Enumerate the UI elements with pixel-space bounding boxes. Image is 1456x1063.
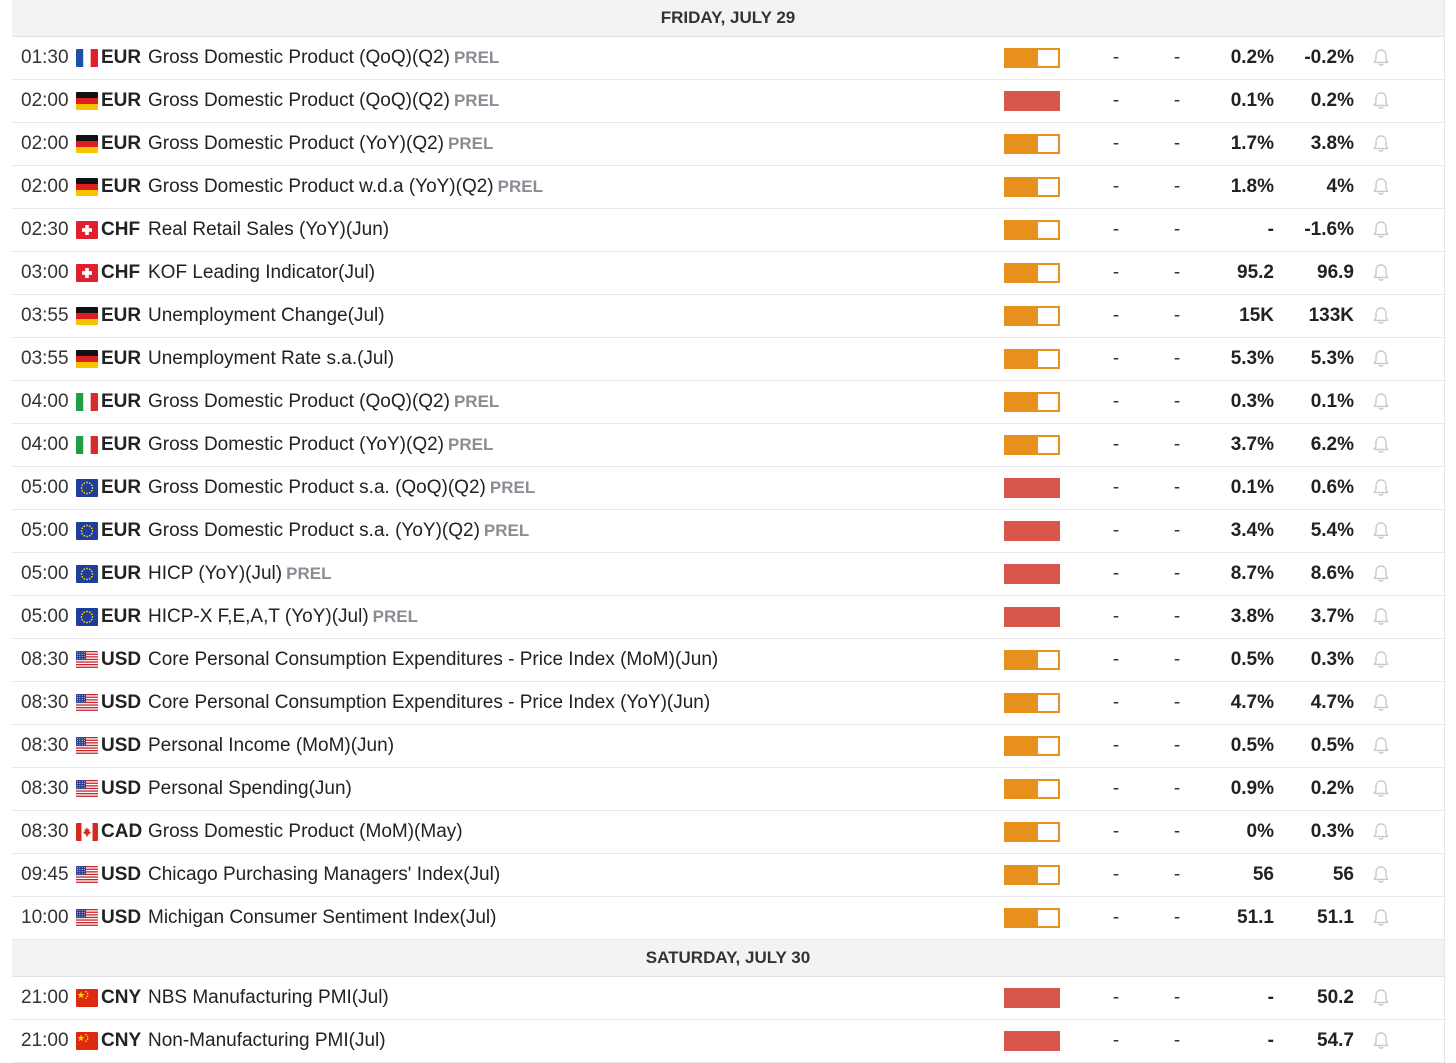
previous-value: 3.8% [1230, 606, 1274, 627]
event-title: Michigan Consumer Sentiment Index(Jul) [148, 907, 497, 928]
forecast-value: - [1173, 692, 1181, 713]
event-time: 01:30 [21, 47, 69, 68]
currency-code: CNY [101, 987, 142, 1008]
bell-icon[interactable] [1370, 778, 1392, 800]
prior-value: 5.4% [1310, 520, 1354, 541]
bell-icon[interactable] [1370, 1030, 1392, 1052]
day-header: SATURDAY, JULY 30 [12, 940, 1444, 977]
event-title: Gross Domestic Product (QoQ)(Q2) [148, 47, 450, 68]
prior-value: 56 [1332, 864, 1354, 885]
event-time: 05:00 [21, 520, 69, 541]
currency-code: EUR [101, 563, 142, 584]
medium-impact-indicator [1004, 736, 1060, 756]
medium-impact-indicator [1004, 263, 1060, 283]
previous-value: - [1267, 219, 1274, 240]
event-row[interactable] [12, 510, 1444, 553]
prior-value: 6.2% [1310, 434, 1354, 455]
event-name[interactable] [148, 467, 535, 509]
bell-icon[interactable] [1370, 735, 1392, 757]
actual-value: - [1112, 778, 1120, 799]
bell-icon[interactable] [1370, 434, 1392, 456]
event-title: Gross Domestic Product (MoM)(May) [148, 821, 463, 842]
previous-value: 5.3% [1230, 348, 1274, 369]
bell-icon[interactable] [1370, 907, 1392, 929]
currency-code: USD [101, 692, 142, 713]
forecast-value: - [1173, 987, 1181, 1008]
event-time: 03:00 [21, 262, 69, 283]
bell-icon[interactable] [1370, 262, 1392, 284]
bell-icon[interactable] [1370, 520, 1392, 542]
event-row[interactable] [12, 897, 1444, 940]
prior-value: 4.7% [1310, 692, 1354, 713]
medium-impact-indicator [1004, 693, 1060, 713]
actual-value: - [1112, 649, 1120, 670]
prior-value: 3.7% [1310, 606, 1354, 627]
currency-code: CNY [101, 1030, 142, 1051]
event-row[interactable] [12, 295, 1444, 338]
event-title: Unemployment Change(Jul) [148, 305, 385, 326]
event-time: 02:00 [21, 176, 69, 197]
event-title: NBS Manufacturing PMI(Jul) [148, 987, 389, 1008]
event-row[interactable] [12, 639, 1444, 682]
forecast-value: - [1173, 907, 1181, 928]
medium-impact-indicator [1004, 392, 1060, 412]
previous-value: 0.1% [1230, 477, 1274, 498]
prior-value: -0.2% [1304, 47, 1354, 68]
currency-code: CHF [101, 262, 141, 283]
high-impact-indicator [1004, 1031, 1060, 1051]
bell-icon[interactable] [1370, 305, 1392, 327]
event-name[interactable] [148, 596, 418, 638]
previous-value: 95.2 [1237, 262, 1274, 283]
currency-code: EUR [101, 90, 142, 111]
forecast-value: - [1173, 434, 1181, 455]
bell-icon[interactable] [1370, 47, 1392, 69]
previous-value: 4.7% [1230, 692, 1274, 713]
actual-value: - [1112, 563, 1120, 584]
event-time: 05:00 [21, 563, 69, 584]
actual-value: - [1112, 864, 1120, 885]
actual-value: - [1112, 47, 1120, 68]
event-name[interactable] [148, 37, 499, 79]
prior-value: 8.6% [1310, 563, 1354, 584]
event-title: Unemployment Rate s.a.(Jul) [148, 348, 395, 369]
event-time: 08:30 [21, 649, 69, 670]
bell-icon[interactable] [1370, 133, 1392, 155]
medium-impact-indicator [1004, 822, 1060, 842]
currency-code: EUR [101, 477, 142, 498]
event-time: 05:00 [21, 606, 69, 627]
prel-tag: PREL [453, 91, 500, 110]
event-time: 03:55 [21, 348, 69, 369]
currency-code: USD [101, 649, 142, 670]
event-time: 09:45 [21, 864, 69, 885]
event-time: 08:30 [21, 692, 69, 713]
forecast-value: - [1173, 90, 1181, 111]
bell-icon[interactable] [1370, 649, 1392, 671]
medium-impact-indicator [1004, 48, 1060, 68]
event-name[interactable] [148, 252, 375, 294]
forecast-value: - [1173, 864, 1181, 885]
previous-value: 0.1% [1230, 90, 1274, 111]
currency-code: EUR [101, 348, 142, 369]
event-name[interactable] [148, 768, 352, 810]
us-flag-icon [76, 694, 98, 712]
prel-tag: PREL [453, 392, 500, 411]
event-name[interactable] [148, 1020, 386, 1062]
previous-value: 0.9% [1230, 778, 1274, 799]
previous-value: 0.5% [1230, 735, 1274, 756]
medium-impact-indicator [1004, 650, 1060, 670]
previous-value: 1.7% [1230, 133, 1274, 154]
bell-icon[interactable] [1370, 348, 1392, 370]
forecast-value: - [1173, 477, 1181, 498]
actual-value: - [1112, 907, 1120, 928]
actual-value: - [1112, 477, 1120, 498]
currency-code: EUR [101, 434, 142, 455]
prel-tag: PREL [453, 48, 500, 67]
event-time: 02:00 [21, 133, 69, 154]
high-impact-indicator [1004, 91, 1060, 111]
prior-value: 4% [1326, 176, 1354, 197]
event-name[interactable] [148, 381, 499, 423]
forecast-value: - [1173, 348, 1181, 369]
event-row[interactable] [12, 166, 1444, 209]
bell-icon[interactable] [1370, 391, 1392, 413]
event-row[interactable] [12, 467, 1444, 510]
prior-value: 50.2 [1317, 987, 1354, 1008]
prel-tag: PREL [497, 177, 543, 196]
event-title: Non-Manufacturing PMI(Jul) [148, 1030, 386, 1051]
prel-tag: PREL [448, 134, 494, 153]
prior-value: 96.9 [1317, 262, 1354, 283]
currency-code: CHF [101, 219, 141, 240]
previous-value: 3.4% [1230, 520, 1274, 541]
event-row[interactable] [12, 977, 1444, 1020]
previous-value: 0.3% [1230, 391, 1274, 412]
forecast-value: - [1173, 262, 1181, 283]
bell-icon[interactable] [1370, 821, 1392, 843]
eu-flag-icon [76, 565, 98, 583]
it-flag-icon [76, 436, 98, 454]
medium-impact-indicator [1004, 134, 1060, 154]
event-row[interactable] [12, 252, 1444, 295]
prior-value: 0.3% [1310, 821, 1354, 842]
high-impact-indicator [1004, 988, 1060, 1008]
event-time: 08:30 [21, 778, 69, 799]
prior-value: 0.2% [1310, 778, 1354, 799]
it-flag-icon [76, 393, 98, 411]
event-name[interactable] [148, 510, 529, 552]
event-title: Chicago Purchasing Managers' Index(Jul) [148, 864, 501, 885]
actual-value: - [1112, 348, 1120, 369]
event-name[interactable] [148, 424, 493, 466]
event-name[interactable] [148, 553, 331, 595]
forecast-value: - [1173, 778, 1181, 799]
forecast-value: - [1173, 133, 1181, 154]
high-impact-indicator [1004, 478, 1060, 498]
actual-value: - [1112, 434, 1120, 455]
us-flag-icon [76, 909, 98, 927]
prior-value: 133K [1308, 305, 1354, 326]
bell-icon[interactable] [1370, 864, 1392, 886]
actual-value: - [1112, 520, 1120, 541]
high-impact-indicator [1004, 607, 1060, 627]
prior-value: 0.5% [1310, 735, 1354, 756]
event-name[interactable] [148, 854, 500, 896]
prel-tag: PREL [483, 521, 530, 540]
cn-flag-icon [76, 989, 98, 1007]
event-title: Gross Domestic Product w.d.a (YoY)(Q2) [148, 176, 494, 197]
medium-impact-indicator [1004, 349, 1060, 369]
forecast-value: - [1173, 391, 1181, 412]
event-title: Gross Domestic Product (YoY)(Q2) [148, 133, 444, 154]
prior-value: 0.3% [1310, 649, 1354, 670]
forecast-value: - [1173, 735, 1181, 756]
prior-value: 0.1% [1310, 391, 1354, 412]
previous-value: 0% [1246, 821, 1274, 842]
de-flag-icon [76, 178, 98, 196]
day-header: FRIDAY, JULY 29 [12, 0, 1444, 37]
actual-value: - [1112, 391, 1120, 412]
eu-flag-icon [76, 479, 98, 497]
currency-code: EUR [101, 391, 142, 412]
event-name[interactable] [148, 209, 389, 251]
event-name[interactable] [148, 725, 394, 767]
prior-value: 5.3% [1310, 348, 1354, 369]
event-title: Core Personal Consumption Expenditures - Price Index (MoM)(Jun) [148, 649, 719, 670]
event-time: 02:00 [21, 90, 69, 111]
event-row[interactable] [12, 854, 1444, 897]
forecast-value: - [1173, 1030, 1181, 1051]
medium-impact-indicator [1004, 779, 1060, 799]
prel-tag: PREL [372, 607, 419, 626]
previous-value: 15K [1239, 305, 1274, 326]
currency-code: EUR [101, 520, 142, 541]
currency-code: EUR [101, 305, 142, 326]
fr-flag-icon [76, 49, 98, 67]
event-name[interactable] [148, 639, 718, 681]
prior-value: 0.6% [1310, 477, 1354, 498]
forecast-value: - [1173, 219, 1181, 240]
event-title: Gross Domestic Product (QoQ)(Q2) [148, 90, 450, 111]
prior-value: 54.7 [1317, 1030, 1354, 1051]
event-name[interactable] [148, 682, 710, 724]
medium-impact-indicator [1004, 220, 1060, 240]
de-flag-icon [76, 92, 98, 110]
event-time: 02:30 [21, 219, 69, 240]
eu-flag-icon [76, 522, 98, 540]
previous-value: 8.7% [1230, 563, 1274, 584]
event-time: 08:30 [21, 735, 69, 756]
event-row[interactable] [12, 811, 1444, 854]
event-title: Personal Income (MoM)(Jun) [148, 735, 395, 756]
us-flag-icon [76, 651, 98, 669]
event-row[interactable] [12, 553, 1444, 596]
currency-code: EUR [101, 176, 142, 197]
actual-value: - [1112, 219, 1120, 240]
event-title: Gross Domestic Product (QoQ)(Q2) [148, 391, 450, 412]
bell-icon[interactable] [1370, 606, 1392, 628]
event-title: Gross Domestic Product s.a. (YoY)(Q2) [148, 520, 480, 541]
eu-flag-icon [76, 608, 98, 626]
event-name[interactable] [148, 166, 543, 208]
actual-value: - [1112, 305, 1120, 326]
event-row[interactable] [12, 381, 1444, 424]
actual-value: - [1112, 133, 1120, 154]
previous-value: - [1267, 1030, 1274, 1051]
previous-value: - [1267, 987, 1274, 1008]
actual-value: - [1112, 262, 1120, 283]
event-name[interactable] [148, 977, 389, 1019]
forecast-value: - [1173, 649, 1181, 670]
forecast-value: - [1173, 176, 1181, 197]
currency-code: USD [101, 864, 142, 885]
bell-icon[interactable] [1370, 692, 1392, 714]
medium-impact-indicator [1004, 306, 1060, 326]
currency-code: EUR [101, 606, 142, 627]
economic-calendar [12, 0, 1445, 1063]
event-name[interactable] [148, 811, 463, 853]
event-title: Gross Domestic Product (YoY)(Q2) [148, 434, 444, 455]
actual-value: - [1112, 606, 1120, 627]
previous-value: 1.8% [1230, 176, 1274, 197]
event-row[interactable] [12, 37, 1444, 80]
medium-impact-indicator [1004, 177, 1060, 197]
bell-icon[interactable] [1370, 477, 1392, 499]
currency-code: USD [101, 778, 142, 799]
event-row[interactable] [12, 80, 1444, 123]
bell-icon[interactable] [1370, 219, 1392, 241]
previous-value: 3.7% [1230, 434, 1274, 455]
event-name[interactable] [148, 80, 499, 122]
forecast-value: - [1173, 563, 1181, 584]
event-row[interactable] [12, 338, 1444, 381]
event-name[interactable] [148, 897, 497, 939]
previous-value: 0.5% [1230, 649, 1274, 670]
event-row[interactable] [12, 424, 1444, 467]
ch-flag-icon [76, 221, 98, 239]
medium-impact-indicator [1004, 908, 1060, 928]
actual-value: - [1112, 176, 1120, 197]
event-title: Real Retail Sales (YoY)(Jun) [148, 219, 390, 240]
event-time: 04:00 [21, 391, 69, 412]
event-row[interactable] [12, 1020, 1444, 1063]
bell-icon[interactable] [1370, 987, 1392, 1009]
de-flag-icon [76, 350, 98, 368]
previous-value: 51.1 [1237, 907, 1274, 928]
de-flag-icon [76, 135, 98, 153]
previous-value: 0.2% [1230, 47, 1274, 68]
prior-value: 51.1 [1317, 907, 1354, 928]
event-time: 10:00 [21, 907, 69, 928]
prel-tag: PREL [489, 478, 536, 497]
event-row[interactable] [12, 596, 1444, 639]
event-time: 21:00 [21, 1030, 69, 1051]
event-row[interactable] [12, 682, 1444, 725]
event-time: 05:00 [21, 477, 69, 498]
de-flag-icon [76, 307, 98, 325]
event-time: 21:00 [21, 987, 69, 1008]
currency-code: EUR [101, 47, 142, 68]
bell-icon[interactable] [1370, 563, 1392, 585]
event-title: KOF Leading Indicator(Jul) [148, 262, 376, 283]
event-title: HICP-X F,E,A,T (YoY)(Jul) [148, 606, 369, 627]
event-name[interactable] [148, 338, 394, 380]
forecast-value: - [1173, 821, 1181, 842]
actual-value: - [1112, 692, 1120, 713]
high-impact-indicator [1004, 564, 1060, 584]
prior-value: 3.8% [1310, 133, 1354, 154]
forecast-value: - [1173, 520, 1181, 541]
us-flag-icon [76, 780, 98, 798]
event-row[interactable] [12, 209, 1444, 252]
us-flag-icon [76, 737, 98, 755]
high-impact-indicator [1004, 521, 1060, 541]
forecast-value: - [1173, 606, 1181, 627]
event-title: Gross Domestic Product s.a. (QoQ)(Q2) [148, 477, 486, 498]
bell-icon[interactable] [1370, 176, 1392, 198]
event-time: 08:30 [21, 821, 69, 842]
event-time: 03:55 [21, 305, 69, 326]
us-flag-icon [76, 866, 98, 884]
actual-value: - [1112, 735, 1120, 756]
forecast-value: - [1173, 47, 1181, 68]
prel-tag: PREL [448, 435, 494, 454]
ch-flag-icon [76, 264, 98, 282]
prel-tag: PREL [286, 564, 332, 583]
bell-icon[interactable] [1370, 90, 1392, 112]
prior-value: 0.2% [1310, 90, 1354, 111]
ca-flag-icon [76, 823, 98, 841]
forecast-value: - [1173, 305, 1181, 326]
previous-value: 56 [1252, 864, 1274, 885]
cn-flag-icon [76, 1032, 98, 1050]
event-row[interactable] [12, 123, 1444, 166]
currency-code: USD [101, 907, 142, 928]
event-title: Core Personal Consumption Expenditures - Price Index (YoY)(Jun) [148, 692, 711, 713]
event-time: 04:00 [21, 434, 69, 455]
event-title: HICP (YoY)(Jul) [148, 563, 283, 584]
actual-value: - [1112, 987, 1120, 1008]
prior-value: -1.6% [1304, 219, 1354, 240]
currency-code: CAD [101, 821, 143, 842]
event-name[interactable] [148, 123, 493, 165]
medium-impact-indicator [1004, 865, 1060, 885]
event-title: Personal Spending(Jun) [148, 778, 352, 799]
event-row[interactable] [12, 768, 1444, 811]
event-name[interactable] [148, 295, 385, 337]
actual-value: - [1112, 1030, 1120, 1051]
actual-value: - [1112, 90, 1120, 111]
currency-code: USD [101, 735, 142, 756]
medium-impact-indicator [1004, 435, 1060, 455]
currency-code: EUR [101, 133, 142, 154]
actual-value: - [1112, 821, 1120, 842]
event-row[interactable] [12, 725, 1444, 768]
